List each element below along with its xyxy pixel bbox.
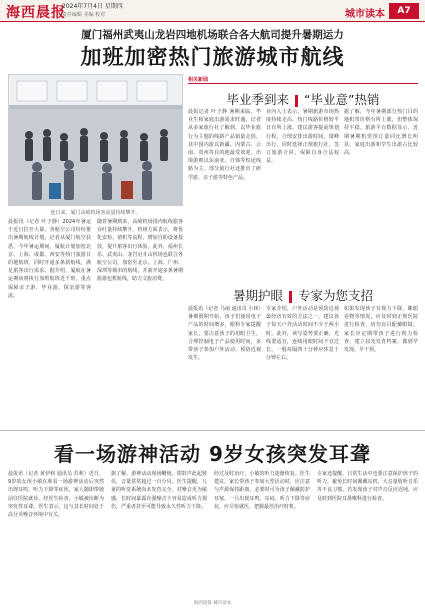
lead-story-column-2: 随着暑期到来，高崎机场国内航线旅客吞吐量持续攀升。机场方面表示，将优化安检、值机等流程，增加自助设备投放，提升旅客出行体验。此外，福州长乐、武夷山、龙岩冠豸山机场也联合各航空公司，加密至北京、上海、广州、深圳等城市的航线，并新开通多条暑期旅游包机航线，助力文旅消费。 (97, 219, 183, 283)
related-news-label: 相关新闻 (188, 77, 209, 83)
graduation-column-1: 晨报记者 叶子静 暑期来临，毕业生和家庭出游需求旺盛。记者从多家旅行社了解到，以毕业旅行为主题的线路产品销量走俏，其中国内游以新疆、内蒙古、云南、贵州等目的地最受欢迎，出境游则以东南亚、日韩等短途线路为主。部分旅行社还推出了研学游、亲子游等特色产品。 (188, 109, 261, 181)
lead-kicker: 厦门福州武夷山龙岩四地机场联合各大航司提升暑期运力 (81, 29, 344, 41)
bottom-story-column-2: 据了解，游神活动现场鞭炮、锣鼓声此起彼伏，音量常常超过一百分贝。医生提醒，儿童的听觉系统尚未发育完全，对噪音更为敏感，长时间暴露在强噪音下容易造成听力损伤，严重者甚至可能导致永久性听力下降。 (111, 471, 207, 510)
eye-care-column-1: 晨报讯（记者 马丽 通讯员 小林）暑期假期开始，孩子们使用电子产品的时间增多，眼科专家提醒家长，要注意孩子的用眼卫生，合理控制电子产品使用时间，多带孩子参加户外活动，预防近视发生。 (188, 306, 261, 362)
masthead (0, 0, 425, 22)
eye-care-column-3: 如果发现孩子有视力下降、眯眼看物等情况，应及时到正规医院进行检查，切勿盲目配戴眼镜。家长应定期带孩子进行视力检查，建立屈光发育档案，做到早发现、早干预。 (344, 306, 418, 354)
lead-story-column-1: 晨报讯（记者 叶子静）2024年暑运于近日拉开大幕，各航空公司纷纷推出暑期航线计划。记者从厦门航空获悉，今年暑运期间，厦航计划加密北京、上海、成都、西安等热门旅游目的地航班，同时开通多条新航线，满足旅客出行需求。据介绍，厦航在暑运期间将执行加班航班近千班，重点保障亲子游、毕业游、探亲游等客流。 (8, 219, 91, 299)
issue-date: 2024年7月4日 星期四 (62, 3, 123, 10)
graduation-subheadline-right: “毕业意”热销 (304, 92, 380, 107)
eye-care-subheadline-right: 专家为您支招 (298, 288, 374, 303)
subheadline-divider (289, 291, 292, 303)
eye-care-subheadline (188, 286, 418, 304)
subheadline-divider (295, 95, 298, 107)
airport-photo (8, 74, 183, 206)
section-divider (0, 430, 425, 431)
page-footer: 海西晨报 城市读本 (193, 601, 232, 606)
airport-photo-illustration (9, 75, 183, 206)
newspaper-logo: 海西晨报 (6, 5, 66, 21)
eye-care-subheadline-left: 暑期护眼 (232, 288, 283, 303)
editor-credits: 责任编辑 美编 校对 (62, 12, 106, 18)
eye-care-column-2: 专家介绍，户外活动是预防近视最经济有效的方法之一，建议孩子每天户外活动时间不少于两小时。此外，读写姿势要正确，光线要适宜，连续用眼时间不宜过长，一般每隔四十分钟应休息十分钟左右。 (266, 306, 339, 362)
bottom-story-column-1: 晨报讯（记者 黄伊莉 通讯员 苏莉）近日，9岁的女孩小敏在观看一场游神活动后突然出现耳鸣、听力下降等症状，家人随即带她前往医院就诊。经医生检查，小敏被诊断为突发性耳聋。医生表示，这与其长时间处于高分贝噪音环境中有关。 (8, 471, 104, 519)
page-number-badge: A7 (389, 3, 419, 19)
graduation-column-3: 据了解，今年暑期部分热门目的地机票价格有所上涨，但整体保持平稳。旅游平台数据显示，近期暑期机票预订量同比增长明显，家庭出游和学生出游占比较高。 (344, 109, 418, 157)
photo-caption: 连日来，厦门高崎机场客流量持续攀升。 (50, 210, 141, 216)
bottom-story-column-3: 经过及时治疗，小敏的听力逐渐恢复。医生建议，家长带孩子参加大型活动时，应注意与声源保持距离，必要时可为孩子佩戴防护耳塞。一旦出现耳鸣、耳闷、听力下降等症状，应尽快就医，把握最佳治疗时机。 (214, 471, 310, 510)
graduation-subheadline-left: 毕业季到来 (226, 92, 290, 107)
section-title: 城市读本 (345, 9, 385, 20)
related-news-rule (188, 83, 418, 84)
bottom-story-column-4: 专家还提醒，日常生活中也要注意保护孩子的听力，避免长时间佩戴耳机、大音量收听音乐等不良习惯，若发现孩子对声音反应迟钝，应及时到医院耳鼻喉科进行检查。 (317, 471, 418, 502)
graduation-subheadline (188, 90, 418, 108)
lead-headline: 加班加密热门旅游城市航线 (80, 45, 345, 69)
graduation-column-2: 业内人士表示，暑期旅游市场热度持续走高，热门线路价格较平日有所上涨。建议游客提前规划行程，合理安排出游时间，错峰出行，同时选择正规旅行社，签订旅游合同，保障自身合法权益。 (266, 109, 339, 165)
bottom-headline: 看一场游神活动 9岁女孩突发耳聋 (54, 442, 371, 466)
